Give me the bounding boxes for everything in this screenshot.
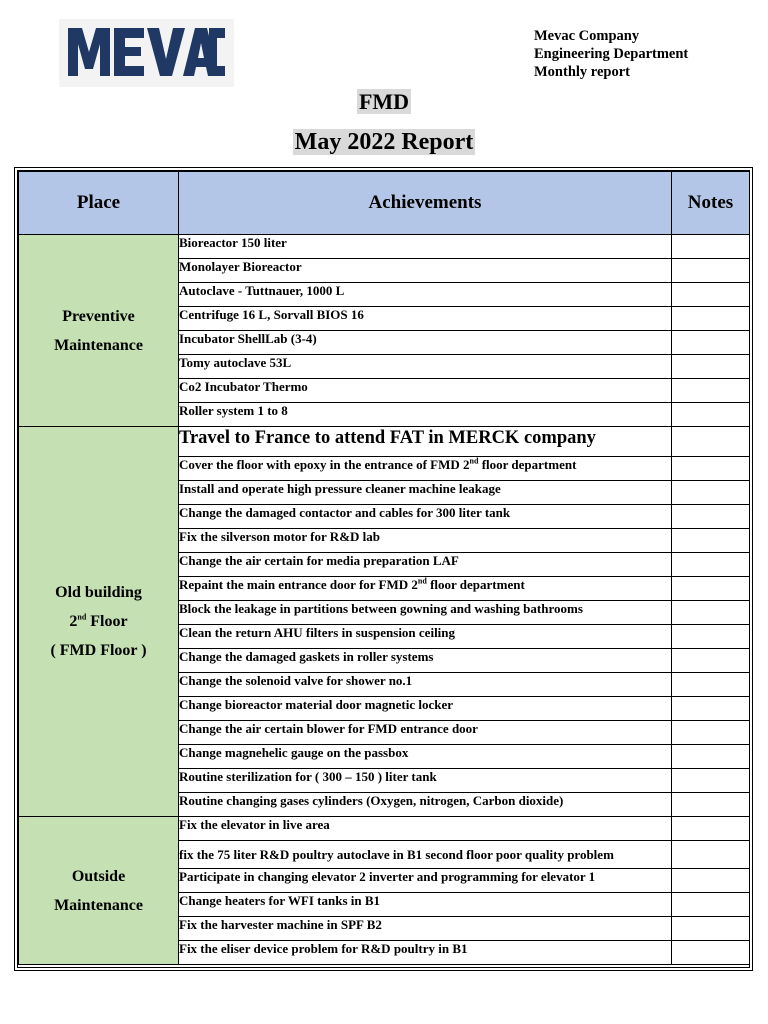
table-header-row [19, 172, 750, 235]
achievement-item: Participate in changing elevator 2 inverter and programming for elevator 1 [179, 869, 672, 893]
company-name: Mevac Company [534, 28, 640, 44]
achievement-item: Change magnehelic gauge on the passbox [179, 745, 672, 769]
notes-cell [672, 307, 750, 331]
department-name: Engineering Department [534, 46, 689, 62]
notes-cell [672, 505, 750, 529]
notes-cell [672, 673, 750, 697]
notes-cell [672, 355, 750, 379]
achievement-item: Change the damaged gaskets in roller systems [179, 649, 672, 673]
notes-cell [672, 649, 750, 673]
achievement-item: Cover the floor with epoxy in the entrance of FMD 2nd floor department [179, 457, 672, 481]
achievement-item: Fix the silverson motor for R&D lab [179, 529, 672, 553]
notes-cell [672, 817, 750, 841]
table-row [19, 817, 750, 841]
achievement-item: Bioreactor 150 liter [179, 235, 672, 259]
column-header-notes: Notes [672, 172, 750, 235]
report-subtitle: May 2022 Report [294, 129, 474, 155]
achievement-item: Repaint the main entrance door for FMD 2nd floor department [179, 577, 672, 601]
mevac-logo-icon [59, 19, 234, 87]
notes-cell [672, 841, 750, 869]
place-preventive-maintenance: Preventive Maintenance [19, 235, 179, 427]
notes-cell [672, 457, 750, 481]
notes-cell [672, 481, 750, 505]
notes-cell [672, 331, 750, 355]
report-title: FMD [358, 89, 410, 114]
notes-cell [672, 869, 750, 893]
notes-cell [672, 745, 750, 769]
achievement-item: Block the leakage in partitions between gowning and washing bathrooms [179, 601, 672, 625]
achievement-item: Monolayer Bioreactor [179, 259, 672, 283]
notes-cell [672, 697, 750, 721]
place-old-building: Old building 2nd Floor ( FMD Floor ) [19, 427, 179, 817]
notes-cell [672, 403, 750, 427]
notes-cell [672, 577, 750, 601]
achievement-item: Roller system 1 to 8 [179, 403, 672, 427]
achievement-item: Change bioreactor material door magnetic locker [179, 697, 672, 721]
notes-cell [672, 941, 750, 965]
achievement-item: Fix the harvester machine in SPF B2 [179, 917, 672, 941]
report-type: Monthly report [534, 64, 630, 80]
company-info [534, 27, 688, 81]
achievement-item: Tomy autoclave 53L [179, 355, 672, 379]
notes-cell [672, 427, 750, 457]
achievement-item: Incubator ShellLab (3-4) [179, 331, 672, 355]
notes-cell [672, 283, 750, 307]
achievement-item: Co2 Incubator Thermo [179, 379, 672, 403]
achievement-item: Travel to France to attend FAT in MERCK company [179, 427, 672, 457]
achievement-item: Install and operate high pressure cleaner machine leakage [179, 481, 672, 505]
notes-cell [672, 601, 750, 625]
achievement-item: Fix the eliser device problem for R&D poultry in B1 [179, 941, 672, 965]
column-header-achievements: Achievements [179, 172, 672, 235]
achievement-item: Routine sterilization for ( 300 – 150 ) liter tank [179, 769, 672, 793]
notes-cell [672, 769, 750, 793]
report-table [18, 171, 750, 965]
company-logo [59, 19, 234, 87]
achievement-item: Change heaters for WFI tanks in B1 [179, 893, 672, 917]
notes-cell [672, 625, 750, 649]
place-outside-maintenance: Outside Maintenance [19, 817, 179, 965]
achievement-item: Autoclave - Tuttnauer, 1000 L [179, 283, 672, 307]
notes-cell [672, 917, 750, 941]
achievement-item: Routine changing gases cylinders (Oxygen, nitrogen, Carbon dioxide) [179, 793, 672, 817]
notes-cell [672, 553, 750, 577]
achievement-item: fix the 75 liter R&D poultry autoclave in B1 second floor poor quality problem [179, 841, 672, 869]
achievement-item: Change the solenoid valve for shower no.1 [179, 673, 672, 697]
achievement-item: Change the air certain for media preparation LAF [179, 553, 672, 577]
achievement-item: Fix the elevator in live area [179, 817, 672, 841]
achievement-item: Centrifuge 16 L, Sorvall BIOS 16 [179, 307, 672, 331]
achievement-item: Change the damaged contactor and cables for 300 liter tank [179, 505, 672, 529]
notes-cell [672, 379, 750, 403]
notes-cell [672, 259, 750, 283]
notes-cell [672, 721, 750, 745]
column-header-place: Place [19, 172, 179, 235]
notes-cell [672, 529, 750, 553]
achievement-item: Clean the return AHU filters in suspension ceiling [179, 625, 672, 649]
table-row [19, 427, 750, 457]
notes-cell [672, 793, 750, 817]
achievement-item: Change the air certain blower for FMD entrance door [179, 721, 672, 745]
notes-cell [672, 893, 750, 917]
table-row [19, 235, 750, 259]
notes-cell [672, 235, 750, 259]
